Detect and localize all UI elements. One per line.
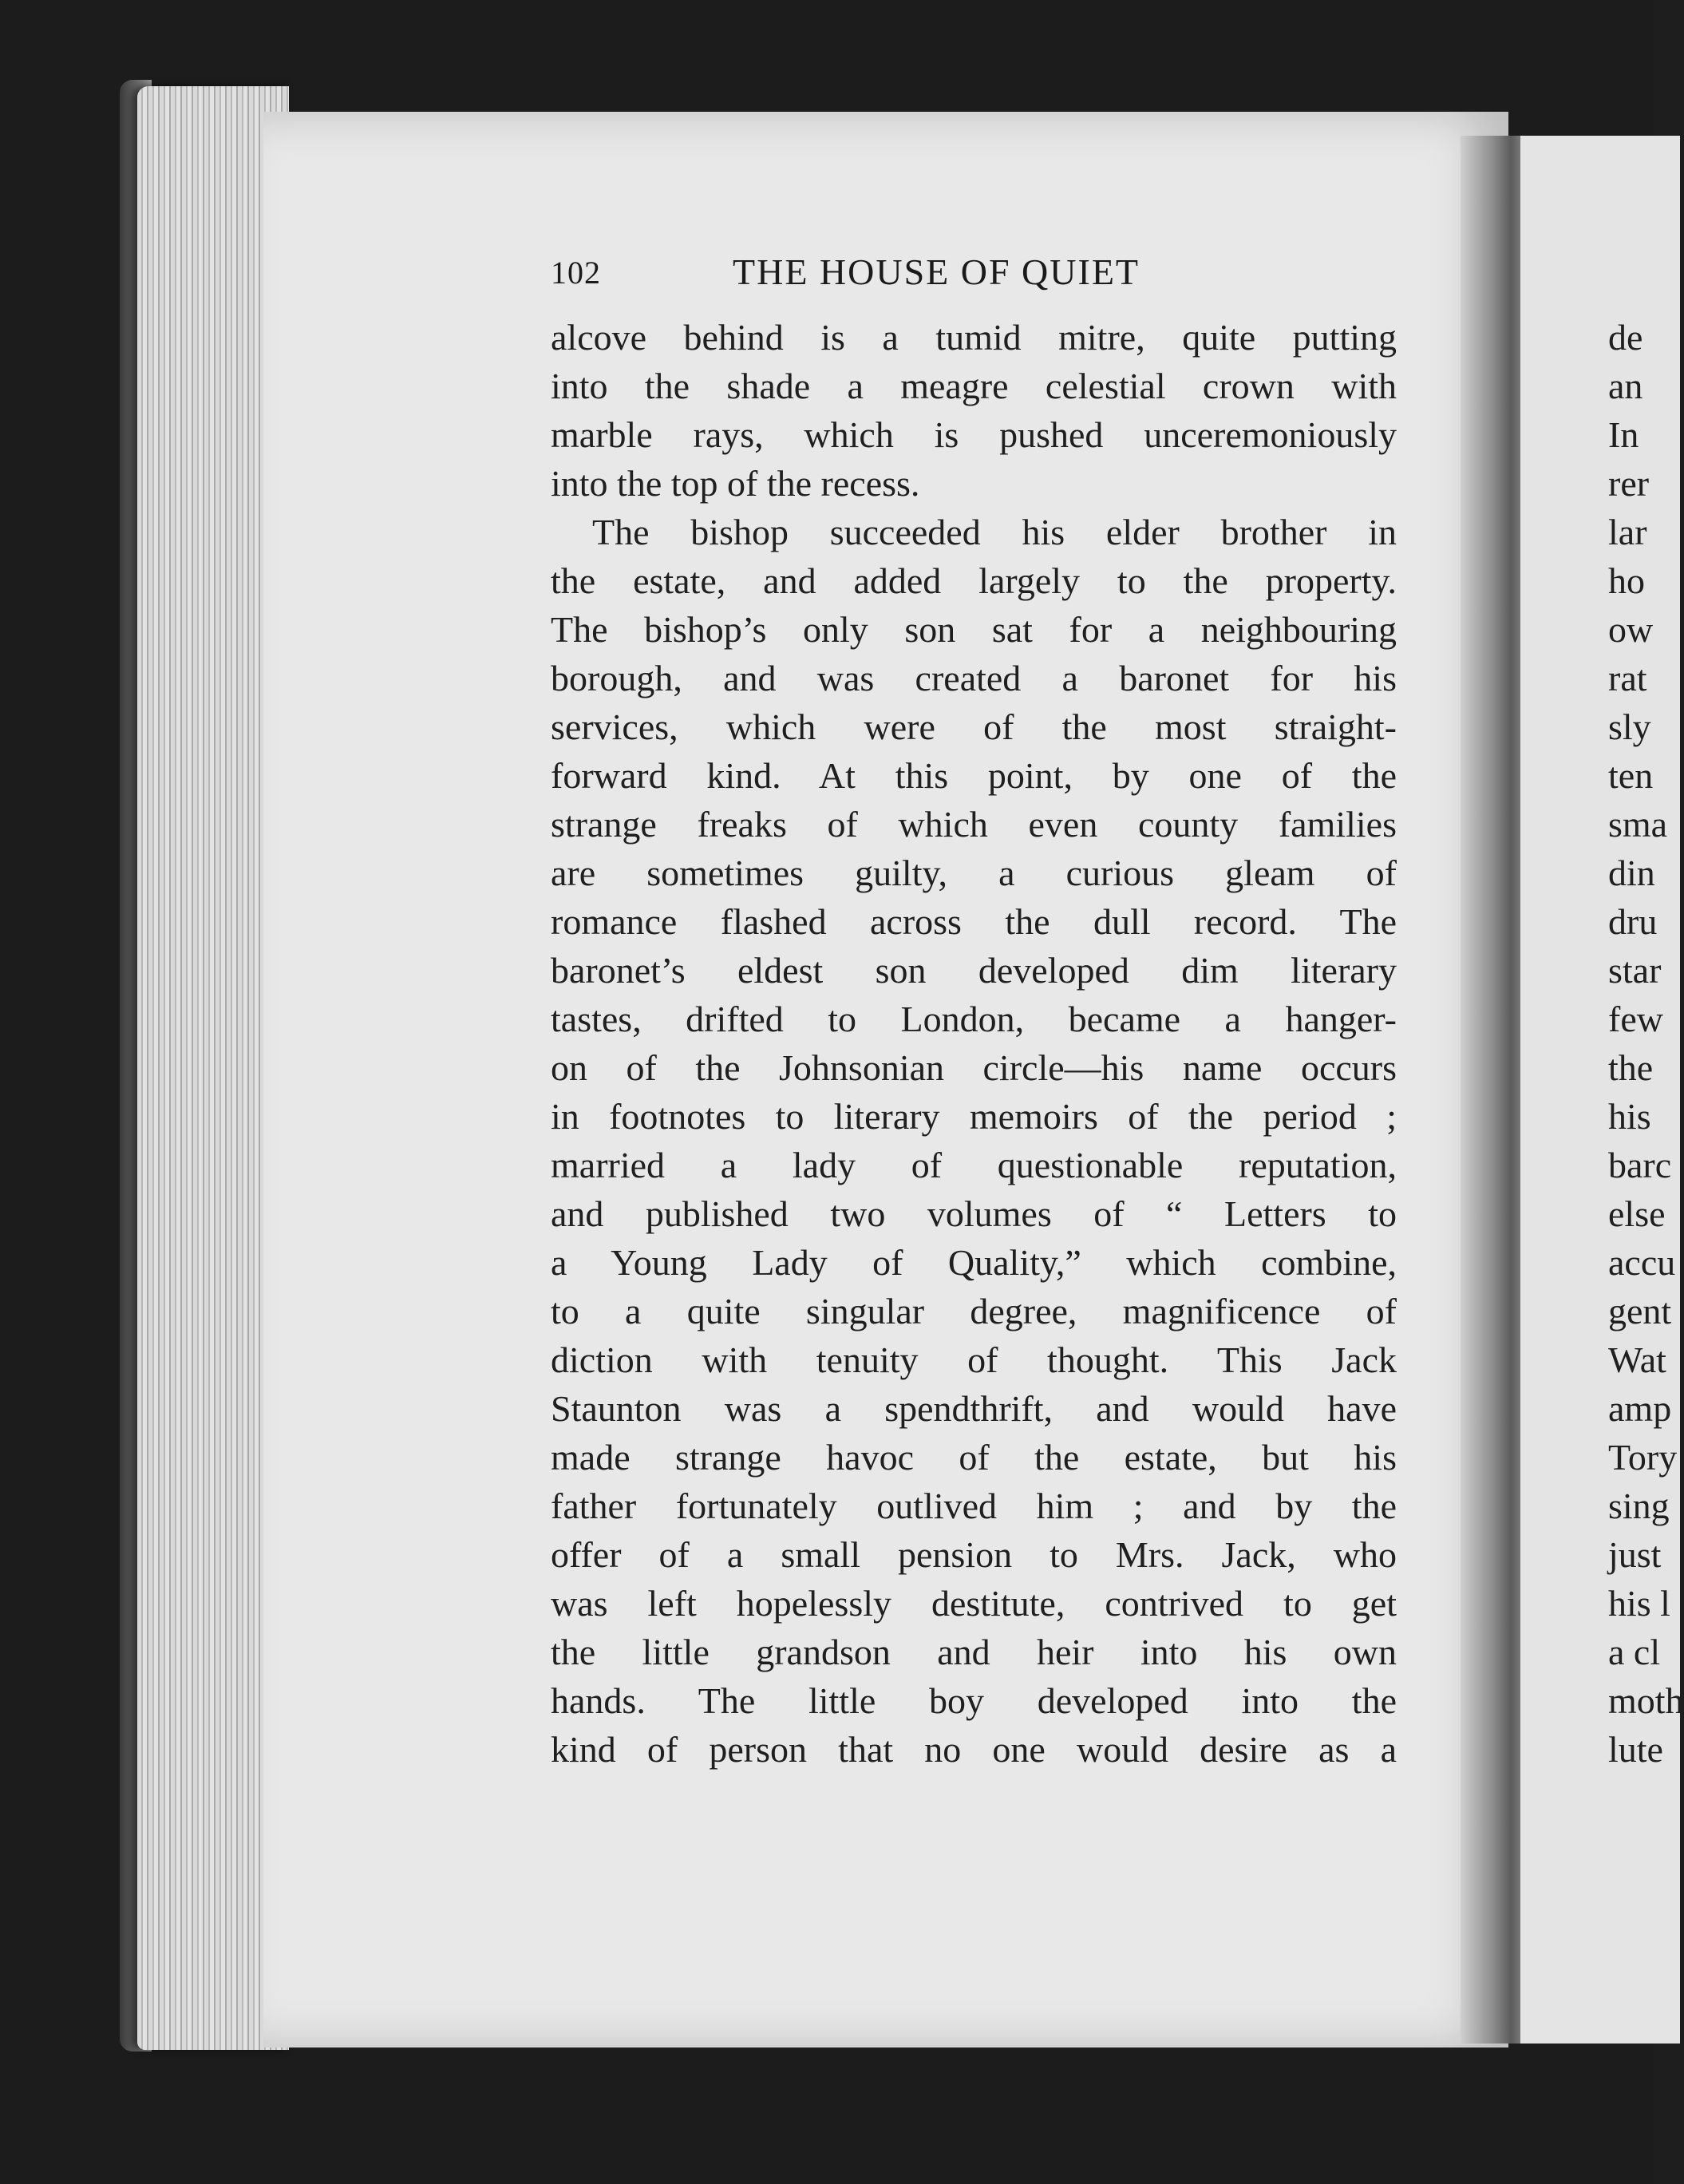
text-line: the little grandson and heir into his own	[551, 1632, 1397, 1672]
right-fragment: dru	[1608, 901, 1658, 942]
text-line: the estate, and added largely to the property.	[551, 560, 1397, 601]
text-line: The bishop’s only son sat for a neighbouring	[551, 609, 1397, 650]
text-line: into the shade a meagre celestial crown with	[551, 366, 1397, 406]
right-fragment: ten	[1608, 755, 1654, 796]
right-fragment: else	[1608, 1193, 1666, 1234]
text-line: into the top of the recess.	[551, 463, 920, 504]
book-title: THE HOUSE OF QUIET	[733, 251, 1140, 292]
right-fragment: ho	[1608, 560, 1645, 601]
text-line: a Young Lady of Quality,” which combine,	[551, 1242, 1397, 1283]
text-line: on of the Johnsonian circle—his name occurs	[551, 1047, 1397, 1088]
text-line: borough, and was created a baronet for his	[551, 658, 1397, 698]
right-fragment: Tory	[1608, 1437, 1678, 1478]
right-fragment: the	[1608, 1047, 1654, 1088]
right-fragment: star	[1608, 950, 1662, 991]
right-page-text-fragments	[1608, 313, 1684, 1774]
right-fragment: gent	[1608, 1291, 1672, 1331]
right-fragment: rat	[1608, 658, 1647, 698]
text-line: father fortunately outlived him ; and by the	[551, 1486, 1397, 1526]
text-line: married a lady of questionable reputation,	[551, 1145, 1397, 1185]
right-fragment: moth	[1608, 1680, 1684, 1721]
text-line: romance flashed across the dull record. The	[551, 901, 1397, 942]
right-fragment: din	[1608, 853, 1655, 893]
right-fragment: rer	[1608, 463, 1650, 504]
right-fragment: few	[1608, 999, 1663, 1039]
text-line: in footnotes to literary memoirs of the period ;	[551, 1096, 1397, 1137]
text-line: are sometimes guilty, a curious gleam of	[551, 853, 1397, 893]
right-fragment: his l	[1608, 1583, 1670, 1624]
text-line: services, which were of the most straight-	[551, 706, 1397, 747]
right-fragment: lute	[1608, 1729, 1663, 1770]
text-line: marble rays, which is pushed unceremoniously	[551, 414, 1397, 455]
right-fragment: just	[1608, 1534, 1662, 1575]
text-line: made strange havoc of the estate, but his	[551, 1437, 1397, 1478]
text-line: diction with tenuity of thought. This Jack	[551, 1339, 1397, 1380]
text-line: baronet’s eldest son developed dim literary	[551, 950, 1397, 991]
text-line: The bishop succeeded his elder brother in	[592, 512, 1397, 552]
right-fragment: his	[1608, 1096, 1651, 1137]
text-line: Staunton was a spendthrift, and would have	[551, 1388, 1397, 1429]
page-number: 102	[551, 255, 601, 291]
right-fragment: sing	[1608, 1486, 1670, 1526]
right-fragment: a cl	[1608, 1632, 1661, 1672]
text-line: alcove behind is a tumid mitre, quite putting	[551, 317, 1397, 358]
right-fragment: lar	[1608, 512, 1647, 552]
right-fragment: sma	[1608, 804, 1668, 845]
right-fragment: ow	[1608, 609, 1654, 650]
right-fragment: an	[1608, 366, 1643, 406]
text-line: tastes, drifted to London, became a hanger-	[551, 999, 1397, 1039]
text-line: was left hopelessly destitute, contrived to get	[551, 1583, 1397, 1624]
text-line: to a quite singular degree, magnificence of	[551, 1291, 1397, 1331]
text-line: kind of person that no one would desire as a	[551, 1729, 1397, 1770]
right-fragment: sly	[1608, 706, 1651, 747]
right-fragment: Wat	[1608, 1339, 1666, 1380]
body-text	[551, 313, 1397, 1774]
right-fragment: barc	[1608, 1145, 1672, 1185]
text-line: offer of a small pension to Mrs. Jack, who	[551, 1534, 1397, 1575]
text-line: forward kind. At this point, by one of the	[551, 755, 1397, 796]
right-fragment: amp	[1608, 1388, 1672, 1429]
text-line: hands. The little boy developed into the	[551, 1680, 1397, 1721]
right-fragment: de	[1608, 317, 1643, 358]
text-line: strange freaks of which even county families	[551, 804, 1397, 845]
right-fragment: accu	[1608, 1242, 1676, 1283]
text-line: and published two volumes of “ Letters to	[551, 1193, 1397, 1234]
right-fragment: In	[1608, 414, 1639, 455]
